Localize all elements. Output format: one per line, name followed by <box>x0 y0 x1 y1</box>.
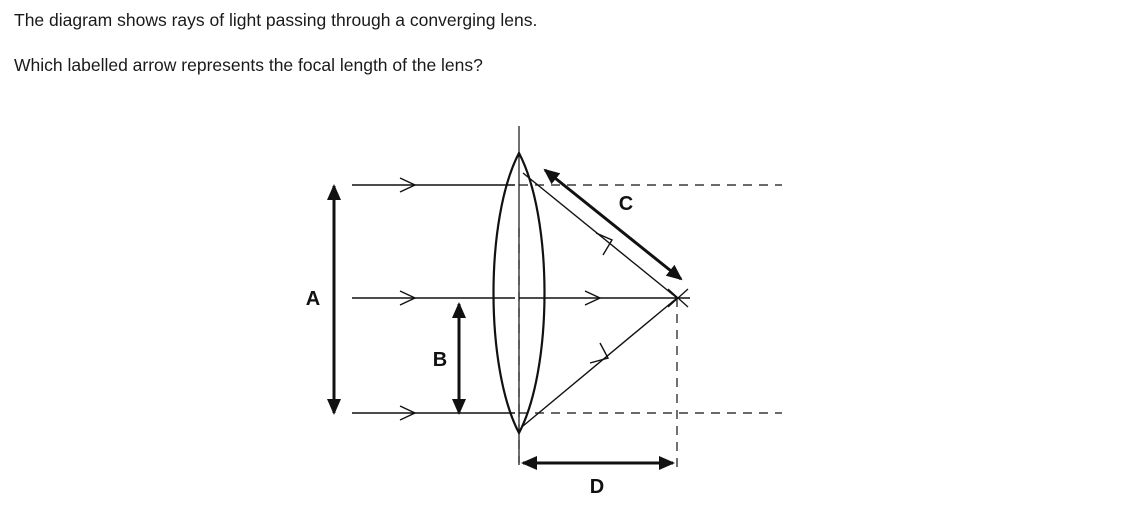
question-line-1: The diagram shows rays of light passing through a converging lens. <box>14 10 538 30</box>
lens-diagram-svg <box>0 108 1144 524</box>
question-block <box>14 8 1114 99</box>
lens-diagram <box>0 108 1144 524</box>
label-c: C <box>618 193 634 215</box>
label-a: A <box>305 288 321 310</box>
arrow-c <box>545 170 681 279</box>
label-d: D <box>589 476 605 498</box>
question-line-2: Which labelled arrow represents the focal length of the lens? <box>14 55 483 76</box>
label-b: B <box>432 349 448 371</box>
refracted-ray-bottom <box>523 298 677 426</box>
refracted-ray-top-arrow <box>596 233 612 255</box>
refracted-ray-bottom-arrow <box>590 343 608 363</box>
